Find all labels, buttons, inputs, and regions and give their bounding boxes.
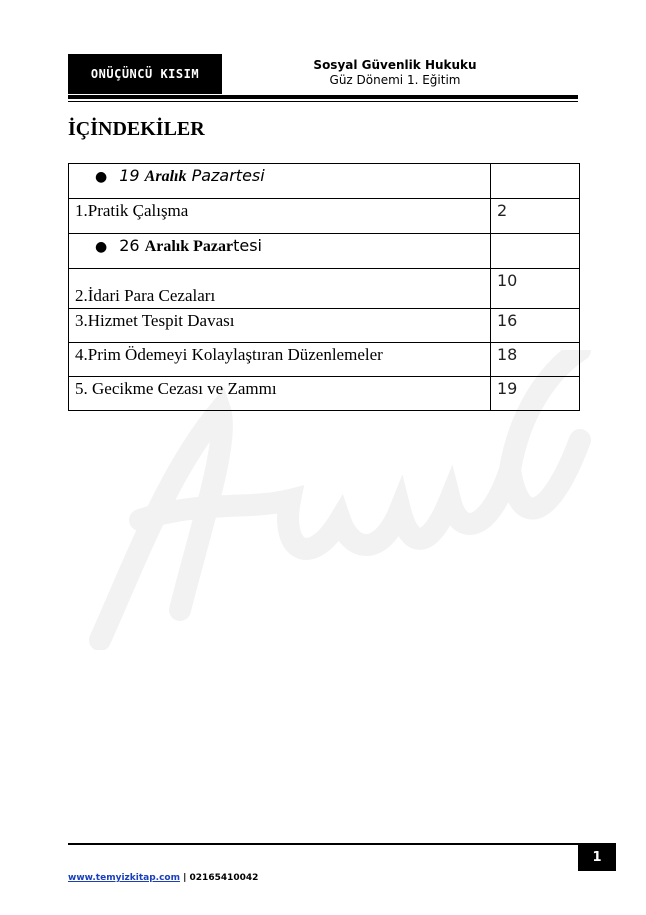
toc-entry-row[interactable] <box>69 343 580 377</box>
toc-day-row <box>69 164 580 199</box>
section-tab-label: ONÜÇÜNCÜ KISIM <box>90 67 200 81</box>
toc-day-row <box>69 234 580 269</box>
toc-page-cell <box>491 234 580 269</box>
toc-entry-title[interactable]: 1.Pratik Çalışma <box>69 199 491 234</box>
toc-page-cell <box>491 164 580 199</box>
day-date: 19 <box>119 166 140 185</box>
toc-day-heading <box>75 166 265 185</box>
toc-table <box>68 163 580 411</box>
toc-day-heading <box>75 236 262 255</box>
toc-entry-title[interactable]: 4.Prim Ödemeyi Kolaylaştıran Düzenlemeler <box>69 343 491 377</box>
footer-rule <box>68 843 578 845</box>
toc-title: İÇİNDEKİLER <box>68 118 205 140</box>
toc-entry-page[interactable]: 19 <box>491 377 580 411</box>
toc-entry-page[interactable]: 2 <box>491 199 580 234</box>
section-tab <box>68 54 222 94</box>
bullet-icon: ● <box>95 239 108 255</box>
website-link[interactable]: www.temyizkitap.com <box>68 873 180 883</box>
day-month: Aralık <box>144 168 187 185</box>
phone-number: 02165410042 <box>189 873 259 883</box>
day-date: 26 <box>119 236 140 255</box>
day-weekday: Pazartesi <box>191 166 265 185</box>
day-weekday: tesi <box>233 236 262 255</box>
header-rule-thin <box>68 101 578 102</box>
toc-entry-title[interactable]: 2.İdari Para Cezaları <box>69 269 491 309</box>
toc-entry-row[interactable] <box>69 377 580 411</box>
toc-entry-page[interactable]: 16 <box>491 309 580 343</box>
page-number <box>578 843 616 871</box>
toc-entry-page[interactable]: 18 <box>491 343 580 377</box>
toc-entry-title[interactable]: 5. Gecikme Cezası ve Zammı <box>69 377 491 411</box>
toc-entry-row[interactable] <box>69 199 580 234</box>
toc-entry-row[interactable] <box>69 309 580 343</box>
toc-entry-row[interactable] <box>69 269 580 309</box>
course-subtitle: Güz Dönemi 1. Eğitim <box>329 73 461 87</box>
footer-separator: | <box>179 873 190 883</box>
bullet-icon: ● <box>95 169 108 185</box>
page-number-label: 1 <box>592 849 602 865</box>
footer-contact <box>68 873 258 883</box>
course-title: Sosyal Güvenlik Hukuku <box>313 58 477 72</box>
toc-entry-page[interactable]: 10 <box>491 269 580 309</box>
course-header <box>290 58 500 88</box>
day-month: Aralık Pazar <box>144 238 234 255</box>
toc-entry-title[interactable]: 3.Hizmet Tespit Davası <box>69 309 491 343</box>
header-rule-thick <box>68 95 578 99</box>
